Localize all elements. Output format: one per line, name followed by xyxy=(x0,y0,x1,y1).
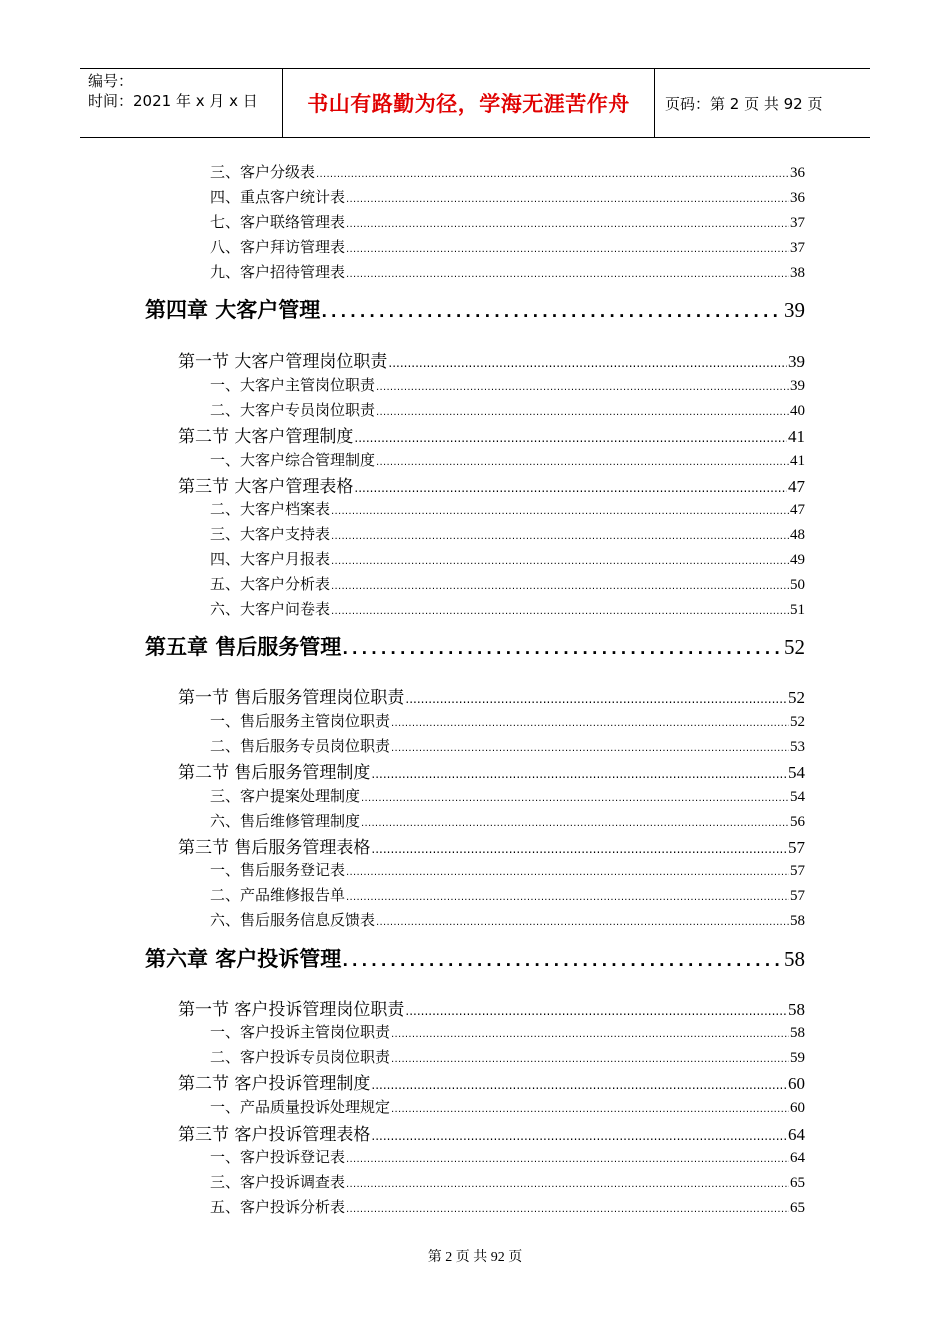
toc-entry-title: 六、售后维修管理制度 xyxy=(210,812,361,830)
toc-chapter[interactable] xyxy=(145,631,805,661)
page-footer: 第 2 页 共 92 页 xyxy=(427,1250,523,1265)
toc-dot-leader xyxy=(371,1129,787,1143)
toc-entry-page: 57 xyxy=(790,888,805,904)
toc-entry-title: 第一节 售后服务管理岗位职责 xyxy=(178,688,405,708)
toc-entry-title: 一、售后服务主管岗位职责 xyxy=(210,712,391,730)
toc-entry-title: 第二节 大客户管理制度 xyxy=(178,427,354,447)
toc-dot-leader xyxy=(346,892,789,903)
toc-entry-title: 第三节 大客户管理表格 xyxy=(178,477,354,497)
toc-entry-page: 54 xyxy=(788,763,805,782)
document-number-label: 编号： xyxy=(88,72,134,90)
toc-entry-title: 三、客户投诉调查表 xyxy=(210,1173,346,1191)
toc-dot-leader xyxy=(376,382,789,393)
toc-chapter[interactable] xyxy=(145,943,805,973)
toc-entry-title: 二、产品维修报告单 xyxy=(210,886,346,904)
toc-entry-page: 48 xyxy=(790,527,805,543)
toc-entry-title: 一、售后服务登记表 xyxy=(210,861,346,879)
toc-entry-title: 第三节 售后服务管理表格 xyxy=(178,838,371,858)
toc-item[interactable] xyxy=(210,573,805,595)
toc-dot-leader xyxy=(388,356,787,370)
toc-entry-page: 57 xyxy=(788,838,805,857)
toc-item[interactable] xyxy=(210,859,805,881)
toc-chapter[interactable] xyxy=(145,294,805,324)
toc-dot-leader xyxy=(346,269,789,280)
toc-item[interactable] xyxy=(210,1096,805,1118)
toc-dot-leader xyxy=(346,1154,789,1165)
toc-dot-leader xyxy=(376,917,789,928)
toc-dot-leader xyxy=(371,842,787,856)
toc-dot-leader xyxy=(371,767,787,781)
toc-dot-leader xyxy=(405,692,787,706)
toc-item[interactable] xyxy=(210,884,805,906)
toc-entry-page: 58 xyxy=(784,947,805,971)
toc-entry-page: 37 xyxy=(790,215,805,231)
toc-dot-leader xyxy=(361,818,789,829)
toc-entry-title: 第一节 客户投诉管理岗位职责 xyxy=(178,1000,405,1020)
toc-entry-page: 60 xyxy=(790,1100,805,1116)
toc-dot-leader xyxy=(354,481,787,495)
toc-entry-page: 52 xyxy=(784,635,805,659)
toc-entry-title: 三、客户分级表 xyxy=(210,163,316,181)
toc-entry-page: 58 xyxy=(790,913,805,929)
toc-entry-title: 二、客户投诉专员岗位职责 xyxy=(210,1048,391,1066)
toc-entry-title: 第一节 大客户管理岗位职责 xyxy=(178,352,388,372)
toc-entry-page: 41 xyxy=(788,427,805,446)
toc-item[interactable] xyxy=(210,498,805,520)
toc-item[interactable] xyxy=(210,236,805,258)
toc-dot-leader xyxy=(391,743,789,754)
toc-item[interactable] xyxy=(210,186,805,208)
toc-dot-leader xyxy=(342,952,783,970)
toc-section[interactable] xyxy=(178,422,805,446)
toc-entry-page: 39 xyxy=(788,352,805,371)
toc-item[interactable] xyxy=(210,909,805,931)
toc-entry-title: 一、产品质量投诉处理规定 xyxy=(210,1098,391,1116)
toc-dot-leader xyxy=(342,640,783,658)
toc-entry-title: 一、大客户主管岗位职责 xyxy=(210,376,376,394)
toc-entry-title: 二、大客户档案表 xyxy=(210,500,331,518)
toc-section[interactable] xyxy=(178,1069,805,1093)
toc-item[interactable] xyxy=(210,810,805,832)
toc-entry-page: 36 xyxy=(790,190,805,206)
toc-dot-leader xyxy=(376,407,789,418)
toc-dot-leader xyxy=(391,718,789,729)
toc-item[interactable] xyxy=(210,1046,805,1068)
toc-item[interactable] xyxy=(210,598,805,620)
toc-item[interactable] xyxy=(210,785,805,807)
toc-item[interactable] xyxy=(210,374,805,396)
toc-entry-title: 八、客户拜访管理表 xyxy=(210,238,346,256)
toc-entry-page: 65 xyxy=(790,1175,805,1191)
toc-entry-title: 三、客户提案处理制度 xyxy=(210,787,361,805)
toc-dot-leader xyxy=(331,556,789,567)
toc-entry-page: 57 xyxy=(790,863,805,879)
toc-item[interactable] xyxy=(210,1196,805,1218)
toc-item[interactable] xyxy=(210,523,805,545)
toc-entry-page: 59 xyxy=(790,1050,805,1066)
toc-entry-page: 58 xyxy=(790,1025,805,1041)
toc-entry-page: 52 xyxy=(788,688,805,707)
toc-entry-page: 36 xyxy=(790,165,805,181)
toc-dot-leader xyxy=(316,169,789,180)
toc-dot-leader xyxy=(371,1078,787,1092)
toc-entry-title: 三、大客户支持表 xyxy=(210,525,331,543)
header-motto: 书山有路勤为径，学海无涯苦作舟 xyxy=(283,69,655,137)
toc-entry-page: 49 xyxy=(790,552,805,568)
toc-entry-title: 九、客户招待管理表 xyxy=(210,263,346,281)
toc-dot-leader xyxy=(346,219,789,230)
toc-entry-title: 一、客户投诉主管岗位职责 xyxy=(210,1023,391,1041)
toc-section[interactable] xyxy=(178,833,805,857)
toc-section[interactable] xyxy=(178,347,805,371)
toc-entry-page: 39 xyxy=(790,378,805,394)
toc-entry-page: 65 xyxy=(790,1200,805,1216)
toc-section[interactable] xyxy=(178,1120,805,1144)
toc-entry-title: 一、大客户综合管理制度 xyxy=(210,451,376,469)
toc-entry-page: 58 xyxy=(788,1000,805,1019)
toc-dot-leader xyxy=(354,431,787,445)
toc-item[interactable] xyxy=(210,261,805,283)
toc-item[interactable] xyxy=(210,735,805,757)
toc-dot-leader xyxy=(391,1029,789,1040)
toc-dot-leader xyxy=(331,506,789,517)
toc-dot-leader xyxy=(346,867,789,878)
toc-entry-title: 四、重点客户统计表 xyxy=(210,188,346,206)
toc-entry-page: 47 xyxy=(790,502,805,518)
toc-entry-page: 50 xyxy=(790,577,805,593)
toc-item[interactable] xyxy=(210,710,805,732)
toc-section[interactable] xyxy=(178,683,805,707)
toc-entry-page: 39 xyxy=(784,298,805,322)
toc-entry-page: 64 xyxy=(790,1150,805,1166)
toc-dot-leader xyxy=(361,793,789,804)
toc-item[interactable] xyxy=(210,1171,805,1193)
toc-dot-leader xyxy=(331,606,789,617)
toc-entry-page: 54 xyxy=(790,789,805,805)
toc-item[interactable] xyxy=(210,548,805,570)
toc-dot-leader xyxy=(346,1204,789,1215)
toc-entry-title: 五、客户投诉分析表 xyxy=(210,1198,346,1216)
toc-entry-title: 六、大客户问卷表 xyxy=(210,600,331,618)
toc-item[interactable] xyxy=(210,161,805,183)
document-date-label: 时间：2021 年 x 月 x 日 xyxy=(88,92,258,110)
toc-entry-page: 51 xyxy=(790,602,805,618)
toc-entry-page: 41 xyxy=(790,453,805,469)
toc-entry-title: 五、大客户分析表 xyxy=(210,575,331,593)
toc-dot-leader xyxy=(331,581,789,592)
toc-item[interactable] xyxy=(210,449,805,471)
toc-section[interactable] xyxy=(178,472,805,496)
toc-entry-page: 40 xyxy=(790,403,805,419)
toc-entry-page: 56 xyxy=(790,814,805,830)
toc-dot-leader xyxy=(346,1179,789,1190)
toc-entry-title: 第四章 大客户管理 xyxy=(145,298,321,322)
toc-dot-leader xyxy=(346,244,789,255)
toc-section[interactable] xyxy=(178,758,805,782)
toc-entry-page: 47 xyxy=(788,477,805,496)
toc-entry-title: 一、客户投诉登记表 xyxy=(210,1148,346,1166)
toc-dot-leader xyxy=(321,303,783,321)
toc-entry-title: 第六章 客户投诉管理 xyxy=(145,947,342,971)
toc-item[interactable] xyxy=(210,1146,805,1168)
toc-entry-title: 第二节 客户投诉管理制度 xyxy=(178,1074,371,1094)
toc-dot-leader xyxy=(391,1104,789,1115)
toc-dot-leader xyxy=(346,194,789,205)
toc-entry-page: 60 xyxy=(788,1074,805,1093)
toc-entry-title: 第五章 售后服务管理 xyxy=(145,635,342,659)
toc-dot-leader xyxy=(376,457,789,468)
toc-dot-leader xyxy=(405,1004,787,1018)
toc-entry-page: 64 xyxy=(788,1125,805,1144)
header-page-info: 页码：第 2 页 共 92 页 xyxy=(665,94,823,113)
toc-entry-title: 六、售后服务信息反馈表 xyxy=(210,911,376,929)
toc-entry-title: 第三节 客户投诉管理表格 xyxy=(178,1125,371,1145)
toc-entry-title: 七、客户联络管理表 xyxy=(210,213,346,231)
toc-entry-page: 52 xyxy=(790,714,805,730)
toc-entry-title: 二、售后服务专员岗位职责 xyxy=(210,737,391,755)
toc-entry-page: 37 xyxy=(790,240,805,256)
toc-entry-title: 第二节 售后服务管理制度 xyxy=(178,763,371,783)
toc-section[interactable] xyxy=(178,995,805,1019)
toc-entry-title: 四、大客户月报表 xyxy=(210,550,331,568)
toc-dot-leader xyxy=(391,1054,789,1065)
toc-entry-page: 53 xyxy=(790,739,805,755)
toc-entry-title: 二、大客户专员岗位职责 xyxy=(210,401,376,419)
toc-dot-leader xyxy=(331,531,789,542)
toc-item[interactable] xyxy=(210,211,805,233)
toc-entry-page: 38 xyxy=(790,265,805,281)
toc-item[interactable] xyxy=(210,1021,805,1043)
toc-item[interactable] xyxy=(210,399,805,421)
